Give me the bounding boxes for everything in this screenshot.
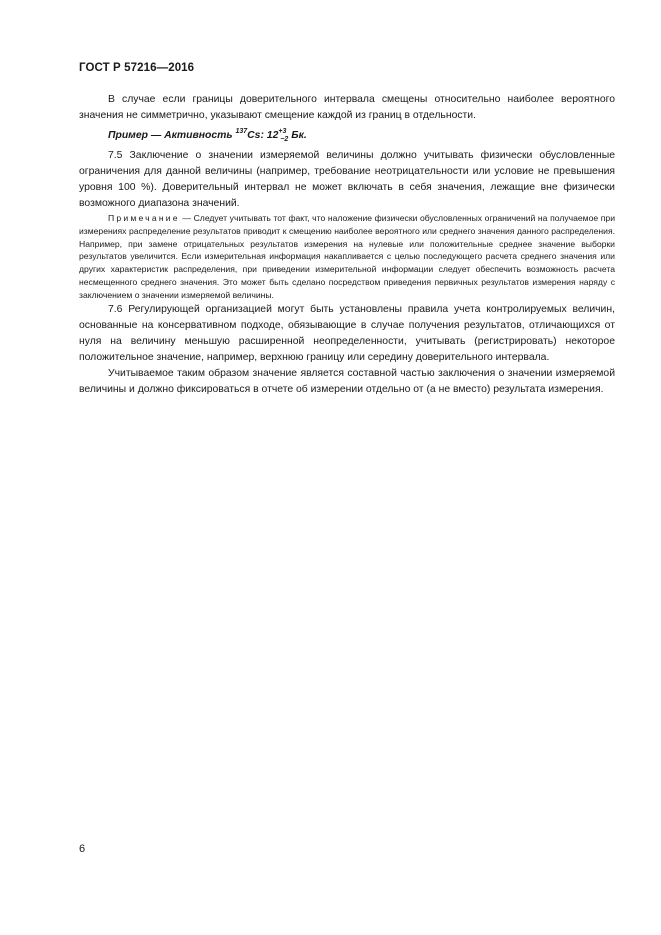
example-prefix: Пример — Активность — [108, 130, 236, 141]
upper-bound: +3 — [278, 128, 287, 135]
example-isotope-value: Cs: 12 — [247, 130, 279, 141]
isotope-mass: 137 — [235, 128, 248, 135]
note-text: — Следует учитывать тот факт, что наложение физически обусловленных ограничений на получаемое при измерениях распределение результатов приводит к смещению наиболее вероятного или среднего значения данного распределения. Например, при замене отрицательных результатов измерения на нулевые или положительные среднее значение выборки результатов увеличится. Если измерительная информация накапливается с целью последующего расчета среднего значения или других характеристик распределения, при приведении измерительной информации следует обеспечить возможность расчета несмещенного среднего значения. Это может быть сделано посредством приведения первичных результатов измерения наряду с заключением о значении измеряемой величины. — [79, 213, 615, 300]
paragraph-7-5: 7.5 Заключение о значении измеряемой величины должно учитывать физически обусловленные ограничения для данной величины (например, требование неотрицательности или условие не превышения уровня 100 %). Доверительный интервал не может включать в себя значения, лежащие вне физически возможного диапазона значений. — [79, 150, 615, 209]
note-paragraph — [79, 212, 615, 302]
paragraph-conclusion: Учитываемое таким образом значение является составной частью заключения о значении измеряемой величины и должно фиксироваться в отчете об измерении отдельно от (а не вместо) результата измерения. — [79, 367, 615, 395]
example-unit: Бк. — [288, 130, 307, 141]
standard-header: ГОСТ Р 57216—2016 — [79, 62, 195, 74]
paragraph-7-6: 7.6 Регулирующей организацией могут быть установлены правила учета контролируемых величин, основанные на консервативном подходе, обязывающие в случае получения результатов, отличающихся от нуля на величину меньшую расширенной неопределенности, учитывать (регистрировать) некоторое положительное значение, например, верхнюю границу или середину доверительного интервала. — [79, 303, 615, 363]
paragraph-asymmetric-interval: В случае если границы доверительного интервала смещены относительно наиболее вероятного значения не симметрично, указывают смещение каждой из границ в отдельности. — [79, 94, 615, 121]
document-body — [79, 92, 615, 398]
note-label: Примечание — [108, 213, 180, 223]
example-line — [79, 124, 615, 148]
lower-bound: −2 — [280, 136, 289, 143]
page-number: 6 — [79, 843, 86, 855]
